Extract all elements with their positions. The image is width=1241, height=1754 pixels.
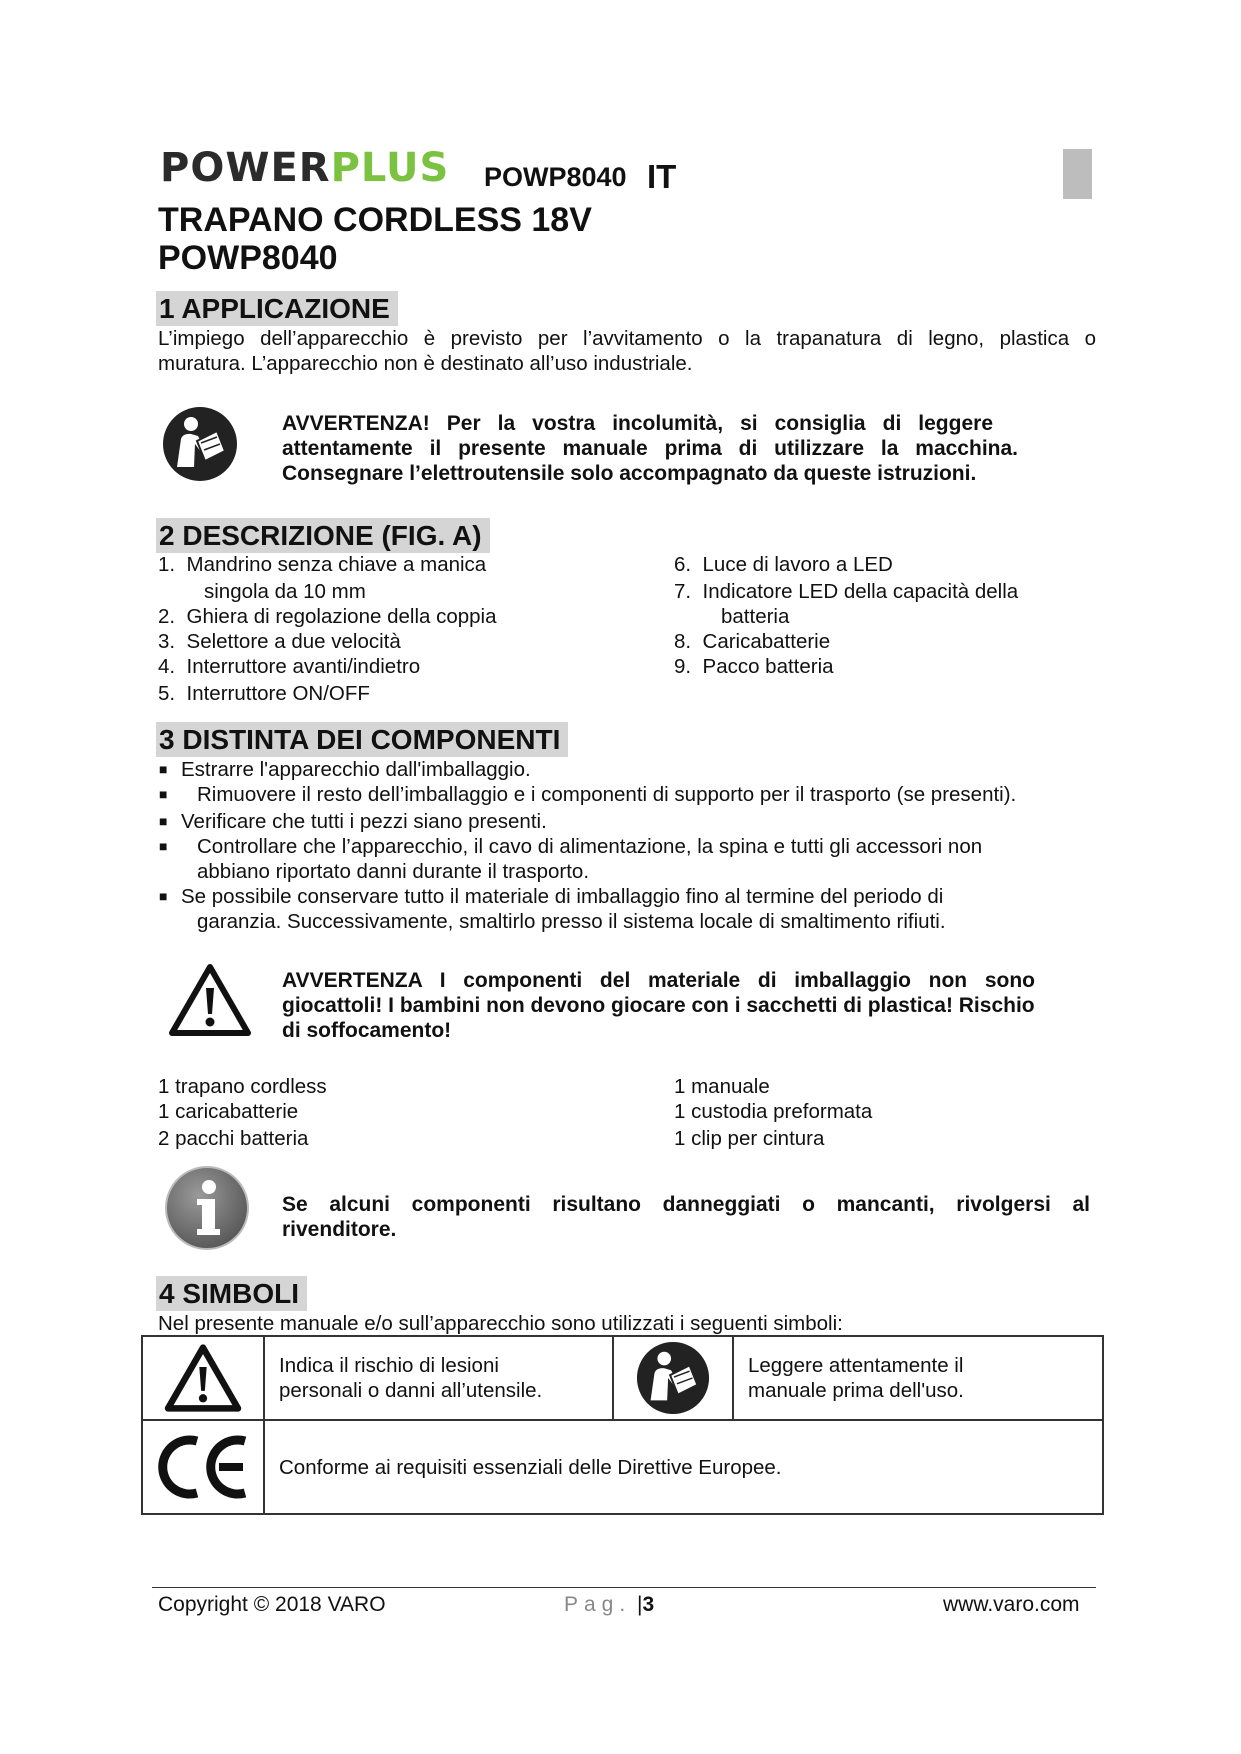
- package-content-item: 1 trapano cordless: [158, 1075, 327, 1098]
- list-item: 1. Mandrino senza chiave a manica: [158, 553, 487, 576]
- table-row: [142, 1336, 1103, 1420]
- list-item: 9. Pacco batteria: [674, 655, 834, 678]
- footer-divider: [152, 1587, 1096, 1588]
- list-item: 2. Ghiera di regolazione della coppia: [158, 605, 497, 628]
- info-icon: [164, 1165, 250, 1251]
- warning-read-manual-line2: attentamente il presente manuale prima di utilizzare la macchina.: [282, 437, 1018, 460]
- checklist-item-continuation: abbiano riportato danni durante il trasporto.: [197, 860, 590, 883]
- warning-packaging-line3: di soffocamento!: [282, 1019, 452, 1042]
- table-cell-icon: [142, 1336, 264, 1420]
- package-content-item: 1 caricabatterie: [158, 1100, 299, 1123]
- list-item: 7. Indicatore LED della capacità della: [674, 580, 1019, 603]
- language-tag: IT: [647, 158, 677, 195]
- page-number: 3: [642, 1593, 655, 1616]
- brand-logo-part2: PLUS: [330, 145, 450, 191]
- list-item: 6. Luce di lavoro a LED: [674, 553, 893, 576]
- checklist-item-continuation: garanzia. Successivamente, smaltirlo presso il sistema locale di smaltimento rifiuti.: [197, 910, 946, 933]
- package-content-item: 1 custodia preformata: [674, 1100, 873, 1123]
- read-manual-icon: [161, 405, 239, 483]
- model-tag: POWP8040: [484, 162, 627, 192]
- info-damaged-line1: Se alcuni componenti risultano danneggiati o mancanti, rivolgersi al: [282, 1193, 1090, 1216]
- package-content-item: 1 manuale: [674, 1075, 770, 1098]
- bullet-marker: ■: [159, 813, 168, 829]
- warning-triangle-icon: [168, 962, 252, 1038]
- read-manual-icon: [635, 1340, 711, 1416]
- bullet-marker: ■: [159, 888, 168, 904]
- warning-packaging-line2: giocattoli! I bambini non devono giocare con i sacchetti di plastica! Rischio: [282, 994, 1035, 1017]
- checklist-item: Controllare che l’apparecchio, il cavo di alimentazione, la spina e tutti gli accessori non: [197, 835, 983, 858]
- table-row: [142, 1420, 1103, 1514]
- symbol-description-line1: Conforme ai requisiti essenziali delle Direttive Europee.: [279, 1455, 782, 1479]
- list-item-continuation: singola da 10 mm: [204, 580, 366, 603]
- checklist-item: Estrarre l'apparecchio dall'imballaggio.: [181, 758, 531, 781]
- page-label: Pag.: [564, 1593, 632, 1616]
- table-cell-description: [733, 1336, 1103, 1420]
- symbol-description-line2: personali o danni all’utensile.: [279, 1379, 543, 1402]
- info-damaged-line2: rivenditore.: [282, 1218, 397, 1241]
- page-separator: |: [637, 1593, 643, 1616]
- section-heading-distinta: 3 DISTINTA DEI COMPONENTI: [156, 722, 568, 757]
- list-item: 8. Caricabatterie: [674, 630, 831, 653]
- list-item: 4. Interruttore avanti/indietro: [158, 655, 421, 678]
- bullet-marker: ■: [159, 838, 168, 854]
- table-cell-description: [264, 1336, 613, 1420]
- package-content-item: 2 pacchi batteria: [158, 1127, 309, 1150]
- ce-mark-icon: [155, 1432, 251, 1502]
- section-heading-applicazione: 1 APPLICAZIONE: [156, 291, 398, 326]
- footer-page-indicator: [564, 1593, 654, 1617]
- list-item: 3. Selettore a due velocità: [158, 630, 401, 653]
- footer-website: www.varo.com: [943, 1593, 1080, 1616]
- checklist-item: Rimuovere il resto dell’imballaggio e i componenti di supporto per il trasporto (se presenti).: [197, 783, 1017, 806]
- checklist-item: Se possibile conservare tutto il materiale di imballaggio fino al termine del periodo di: [181, 885, 944, 908]
- footer-copyright: Copyright © 2018 VARO: [158, 1593, 386, 1616]
- table-cell-icon: [613, 1336, 733, 1420]
- application-text-line1: L’impiego dell’apparecchio è previsto per l’avvitamento o la trapanatura di legno, plastica o: [158, 327, 1096, 350]
- warning-read-manual-line3: Consegnare l’elettroutensile solo accompagnato da queste istruzioni.: [282, 462, 977, 485]
- page-side-tab: [1063, 149, 1092, 199]
- package-content-item: 1 clip per cintura: [674, 1127, 825, 1150]
- symbol-description-line1: Leggere attentamente il: [748, 1354, 964, 1377]
- bullet-marker: ■: [159, 786, 168, 802]
- symbol-description-line2: manuale prima dell'uso.: [748, 1379, 964, 1402]
- brand-logo: [160, 145, 450, 191]
- checklist-item: Verificare che tutti i pezzi siano presenti.: [181, 810, 547, 833]
- symbol-description-line1: Indica il rischio di lesioni: [279, 1354, 499, 1377]
- document-title-line1: TRAPANO CORDLESS 18V: [158, 201, 592, 239]
- symbols-intro: Nel presente manuale e/o sull’apparecchio sono utilizzati i seguenti simboli:: [158, 1312, 843, 1335]
- brand-logo-part1: POWER: [160, 145, 331, 191]
- warning-packaging-line1: AVVERTENZA I componenti del materiale di imballaggio non sono: [282, 969, 1035, 992]
- warning-triangle-icon: [162, 1343, 244, 1413]
- application-text-line2: muratura. L’apparecchio non è destinato all’uso industriale.: [158, 352, 693, 375]
- bullet-marker: ■: [159, 761, 168, 777]
- section-heading-simboli: 4 SIMBOLI: [156, 1276, 307, 1311]
- warning-read-manual-line1: AVVERTENZA! Per la vostra incolumità, si consiglia di leggere: [282, 412, 993, 435]
- document-title-line2: POWP8040: [158, 239, 338, 277]
- section-heading-descrizione: 2 DESCRIZIONE (FIG. A): [156, 518, 490, 553]
- table-cell-description: [264, 1420, 1103, 1514]
- symbols-table: [141, 1335, 1104, 1515]
- list-item-continuation: batteria: [721, 605, 790, 628]
- list-item: 5. Interruttore ON/OFF: [158, 682, 370, 705]
- table-cell-icon: [142, 1420, 264, 1514]
